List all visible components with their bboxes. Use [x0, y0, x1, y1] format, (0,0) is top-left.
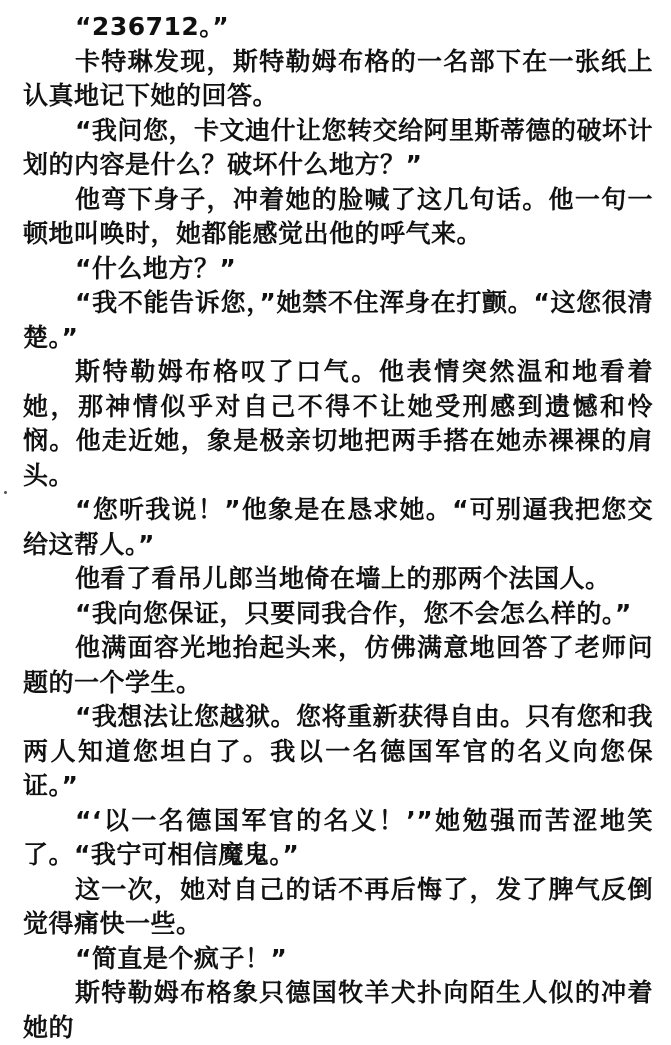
- paragraph-what-place: “什么地方？”: [75, 253, 237, 283]
- paragraph-cannot-tell: “我不能告诉您，”她禁不住浑身在打颤。“这您很清楚。”: [23, 288, 653, 352]
- paragraph-katrin-notices: 卡特琳发现，斯特勒姆布格的一名部下在一张纸上认真地记下她的回答。: [23, 46, 653, 110]
- paragraph-officer-name: “‘以一名德国军官的名义！’”她勉强而苦涩地笑了。“我宁可相信魔鬼。”: [23, 805, 653, 869]
- paragraph-question-plan: “我问您，卡文迪什让您转交给阿里斯蒂德的破坏计划的内容是什么？破坏什么地方？”: [23, 115, 653, 179]
- paragraph-listen: “您听我说！”他象是在恳求她。“可别逼我把您交给这帮人。”: [23, 495, 653, 559]
- page-body-text: [23, 10, 653, 1045]
- paragraph-two-frenchmen: 他看了看吊儿郎当地倚在墙上的那两个法国人。: [75, 564, 611, 593]
- scan-speck: [4, 491, 7, 494]
- paragraph-answer-number: “236712。”: [75, 12, 230, 41]
- paragraph-he-bends: 他弯下身子，冲着她的脸喊了这几句话。他一句一顿地叫唤时，她都能感觉出他的呼气来。: [23, 184, 653, 248]
- paragraph-escape: “我想法让您越狱。您将重新获得自由。只有您和我两人知道您坦白了。我以一名德国军官的名义向您保证。”: [23, 702, 653, 800]
- paragraph-promise: “我向您保证，只要同我合作，您不会怎么样的。”: [75, 598, 632, 628]
- paragraph-student: 他满面容光地抬起头来，仿佛满意地回答了老师问题的一个学生。: [23, 633, 653, 697]
- paragraph-sigh: 斯特勒姆布格叹了口气。他表情突然温和地看着她，那神情似乎对自己不得不让她受刑感到遗憾和怜悯。他走近她，象是极亲切地把两手搭在她赤裸裸的肩头。: [23, 357, 653, 490]
- paragraph-no-regret: 这一次，她对自己的话不再后悔了，发了脾气反倒觉得痛快一些。: [23, 874, 653, 938]
- paragraph-madman: “简直是个疯子！”: [75, 943, 288, 973]
- paragraph-shepherd-dog: 斯特勒姆布格象只德国牧羊犬扑向陌生人似的冲着她的: [23, 978, 653, 1042]
